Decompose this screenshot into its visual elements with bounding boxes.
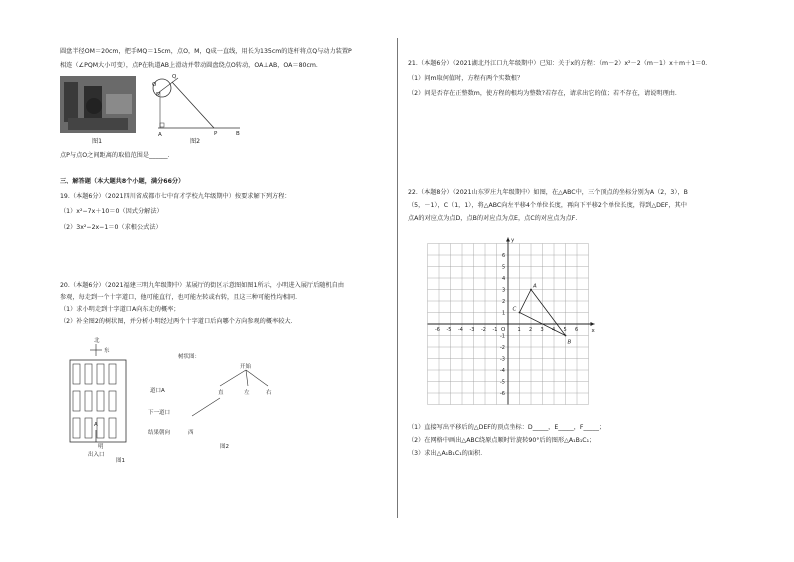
fig2-caption: 图2	[190, 138, 201, 145]
fig1-caption: 图1	[92, 138, 103, 145]
ming-label: 明	[98, 444, 104, 450]
x-tick-label: -3	[469, 327, 475, 333]
fig2-diagram	[142, 72, 252, 138]
north-label: 北	[94, 338, 100, 344]
origin-label: O	[501, 327, 506, 333]
x-axis-arrow	[591, 322, 595, 326]
crossing-A-label: A	[94, 422, 98, 428]
section-heading: 三、解答题（本大题共8个小题，满分66分）	[60, 178, 185, 185]
row-crossing-A: 道口A	[150, 388, 165, 394]
tree-start: 开始	[240, 364, 252, 370]
x-tick-label: 6	[575, 327, 579, 333]
label-Q: Q	[172, 74, 177, 80]
y-tick-label: 3	[502, 287, 506, 294]
y-tick-label: -6	[500, 391, 505, 397]
machine-photo	[60, 76, 136, 133]
map-fig-caption: 图1	[116, 458, 125, 464]
x-axis-label: x	[591, 328, 595, 334]
y-tick-label: -5	[500, 379, 505, 386]
label-P: P	[214, 131, 218, 137]
q19-eq1: （1）x²−7x＋10＝0（因式分解法）	[60, 208, 163, 215]
x-tick-label: 4	[552, 327, 556, 333]
q19-stem: 19.（本题6分）（2021四川省成都市七中育才学校九年级期中）按要求解下列方程：	[60, 193, 291, 200]
y-axis-arrow	[506, 238, 510, 242]
q21-sub2: （2）问是否存在正整数m，使方程的根均为整数?若存在，请求出它的值；若不存在，请说明理由．	[408, 90, 682, 97]
column-divider	[397, 38, 398, 518]
y-tick-label: -1	[500, 333, 505, 340]
label-O: O	[152, 82, 157, 88]
y-tick-label: -4	[500, 368, 505, 374]
x-tick-label: -5	[446, 327, 452, 333]
label-B: B	[236, 131, 240, 137]
y-tick-label: 6	[502, 253, 506, 259]
q22-sub2: （2）在网格中画出△ABC绕原点顺时针旋转90°后的图形△A₁B₁C₁；	[408, 437, 596, 444]
label-M: M	[156, 92, 161, 98]
q22-sub1: （1）直接写出平移后的△DEF的顶点坐标：D_____，E_____，F_____；	[408, 424, 606, 431]
point-label-a: A	[533, 283, 537, 290]
y-tick-label: 2	[502, 299, 506, 305]
q21-stem: 21.（本题6分）（2021湖北丹江口九年级期中）已知：关于x的方程：（m－2）x²－2（m－1）x＋m＋1＝0．	[408, 60, 712, 67]
tree-title: 树状图：	[178, 354, 201, 360]
east-label: 东	[104, 348, 110, 354]
tree-fig-caption: 图2	[220, 444, 229, 450]
y-tick-label: 1	[502, 310, 506, 317]
entrance-label: 出入口	[88, 452, 105, 458]
row-next-crossing: 下一道口	[148, 410, 171, 416]
y-tick-label: 4	[502, 276, 506, 282]
point-label-b: B	[567, 339, 572, 346]
point-b	[565, 335, 567, 337]
y-tick-label: -2	[500, 345, 505, 351]
tree-left: 左	[244, 390, 250, 396]
street-map-figure	[60, 334, 140, 464]
x-tick-label: 3	[540, 327, 544, 333]
row-result-direction: 结果朝向	[148, 430, 171, 436]
q22-sub3: （3）求出△A₁B₁C₁的面积．	[408, 450, 487, 457]
tree-straight: 直	[218, 390, 224, 396]
q22-stem-line1: 22.（本题8分）（2021山东罗庄九年级期中）如图，在△ABC中，三个顶点的坐标分别为A（2，3），B	[408, 189, 688, 196]
q20-sub1: （1）求小明走到十字道口A向东走的概率；	[60, 306, 180, 313]
tree-right: 右	[266, 390, 272, 396]
q20-stem-line2: 参观，每走到一个十字道口，他可能直行，也可能左转或右转，且这三种可能性均相同．	[60, 294, 302, 301]
x-tick-label: -1	[492, 327, 498, 333]
point-a	[530, 289, 532, 291]
point-label-c: C	[512, 306, 517, 313]
point-c	[519, 312, 521, 314]
q20-stem-line1: 20.（本题6分）（2021福建三明九年级期中）某展厅的街区示意图如图1所示，小明进入展厅后随机自由	[60, 282, 345, 289]
q18-text-line1: 圆盘半径OM＝20cm，把手MQ＝15cm，点O，M，Q成一直线，用长为135cm的连杆将点Q与动力装置P	[60, 48, 352, 55]
q18-text-line3: 点P与点O之间距离的取值范围是______．	[60, 152, 174, 159]
label-A: A	[158, 132, 162, 138]
x-tick-label: 5	[563, 327, 567, 333]
y-tick-label: 5	[502, 264, 506, 271]
y-axis-label: y	[511, 237, 515, 244]
x-tick-label: -4	[458, 327, 463, 333]
q18-text-line2: 相连（∠PQM大小可变），点P在轨道AB上滑动并带动圆盘绕点O转动，OA⊥AB，OA＝80cm．	[60, 62, 323, 69]
tree-west: 西	[188, 430, 194, 436]
q21-sub1: （1）问m取何值时，方程有两个实数根？	[408, 75, 524, 82]
q22-stem-line3: 点A的对应点为点D，点B的对应点为点E，点C的对应点为点F．	[408, 215, 582, 222]
x-tick-label: -6	[435, 327, 440, 333]
x-tick-label: -2	[481, 327, 486, 333]
rod-qp	[172, 82, 214, 128]
y-tick-label: -3	[500, 356, 505, 363]
coordinate-grid	[412, 228, 642, 408]
x-tick-label: 1	[517, 327, 521, 333]
q20-sub2: （2）补全图2的树状图，并分析小明经过两个十字道口后向哪个方向参观的概率较大．	[60, 318, 297, 325]
q19-eq2: （2）3x²−2x−1＝0（求根公式法）	[60, 224, 162, 231]
tree-diagram	[146, 350, 296, 450]
x-tick-label: 2	[529, 327, 533, 333]
q22-stem-line2: （5，－1），C（1，1），将△ABC向左平移4个单位长度，再向下平移2个单位长度，得到△DEF，其中	[408, 202, 687, 209]
